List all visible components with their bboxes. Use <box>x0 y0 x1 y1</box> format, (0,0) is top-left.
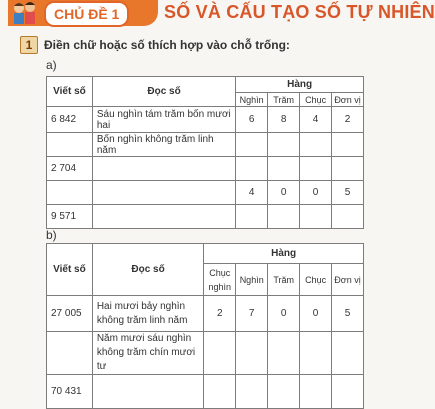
header-don-vi: Đơn vị <box>332 93 364 107</box>
table-row <box>47 332 364 375</box>
table-row <box>47 205 364 229</box>
digit-cell: 0 <box>300 296 332 332</box>
digit-cell[interactable] <box>300 332 332 375</box>
viet-so-cell: 9 571 <box>47 205 93 229</box>
header-hang: Hàng <box>236 77 364 93</box>
viet-so-cell: 6 842 <box>47 107 93 133</box>
doc-so-cell <box>92 296 203 332</box>
doc-so-cell[interactable] <box>92 205 235 229</box>
table-row <box>47 296 364 332</box>
digit-cell[interactable] <box>332 332 364 375</box>
header-tram: Trăm <box>268 93 300 107</box>
digit-cell[interactable] <box>332 205 364 229</box>
digit-cell: 6 <box>236 107 268 133</box>
table-row <box>47 181 364 205</box>
table-row <box>47 107 364 133</box>
table-row <box>47 375 364 409</box>
digit-cell[interactable] <box>268 375 300 409</box>
digit-cell: 0 <box>268 296 300 332</box>
digit-cell: 4 <box>236 181 268 205</box>
digit-cell: 2 <box>204 296 236 332</box>
header-tram: Trăm <box>268 264 300 296</box>
header-doc-so: Đọc số <box>92 244 203 296</box>
chapter-title: SỐ VÀ CẤU TẠO SỐ TỰ NHIÊN <box>164 2 435 22</box>
digit-cell[interactable] <box>236 157 268 181</box>
exercise-text: Điền chữ hoặc số thích hợp vào chỗ trống: <box>44 38 290 52</box>
doc-so-line-2: không trăm chín mươi tư <box>96 347 196 372</box>
exercise-number: 1 <box>20 36 38 54</box>
digit-cell[interactable] <box>236 133 268 157</box>
digit-cell: 5 <box>332 181 364 205</box>
digit-cell[interactable] <box>332 133 364 157</box>
chapter-label: CHỦ ĐỀ 1 <box>44 1 129 27</box>
header-hang: Hàng <box>204 244 364 264</box>
digit-cell[interactable] <box>268 205 300 229</box>
chapter-header <box>0 0 435 28</box>
place-value-table-b <box>46 243 364 409</box>
digit-cell: 0 <box>300 181 332 205</box>
viet-so-cell[interactable] <box>47 133 93 157</box>
digit-cell: 5 <box>332 296 364 332</box>
digit-cell[interactable] <box>268 133 300 157</box>
digit-cell[interactable] <box>268 157 300 181</box>
doc-so-line-2: không trăm linh năm <box>96 314 188 326</box>
digit-cell[interactable] <box>300 133 332 157</box>
digit-cell: 2 <box>332 107 364 133</box>
digit-cell[interactable] <box>236 205 268 229</box>
digit-cell[interactable] <box>236 332 268 375</box>
viet-so-cell: 2 704 <box>47 157 93 181</box>
header-chuc-nghin: Chục nghìn <box>204 264 236 296</box>
viet-so-cell[interactable] <box>47 181 93 205</box>
doc-so-cell: Sáu nghìn tám trăm bốn mươi hai <box>92 107 235 133</box>
place-value-table-a <box>46 76 364 229</box>
viet-so-cell: 70 431 <box>47 375 93 409</box>
header-viet-so: Viết số <box>47 244 93 296</box>
doc-so-cell <box>92 332 203 375</box>
digit-cell: 4 <box>300 107 332 133</box>
header-nghin: Nghìn <box>236 93 268 107</box>
header-chuc: Chục <box>300 264 332 296</box>
doc-so-cell[interactable] <box>92 375 203 409</box>
digit-cell[interactable] <box>300 205 332 229</box>
doc-so-cell: Bốn nghìn không trăm linh năm <box>92 133 235 157</box>
header-nghin: Nghìn <box>236 264 268 296</box>
doc-so-line-1: Năm mươi sáu nghìn <box>96 333 192 344</box>
digit-cell[interactable] <box>332 375 364 409</box>
doc-so-line-1: Hai mươi bảy nghìn <box>96 300 186 312</box>
digit-cell: 0 <box>268 181 300 205</box>
digit-cell[interactable] <box>236 375 268 409</box>
digit-cell[interactable] <box>300 157 332 181</box>
header-viet-so: Viết số <box>47 77 93 107</box>
part-b-label: b) <box>46 228 57 242</box>
table-row <box>47 157 364 181</box>
children-illustration-icon <box>10 0 40 24</box>
digit-cell[interactable] <box>204 375 236 409</box>
viet-so-cell[interactable] <box>47 332 93 375</box>
part-a-label: a) <box>46 58 57 72</box>
doc-so-cell[interactable] <box>92 157 235 181</box>
digit-cell[interactable] <box>204 332 236 375</box>
header-doc-so: Đọc số <box>92 77 235 107</box>
table-row <box>47 133 364 157</box>
doc-so-cell[interactable] <box>92 181 235 205</box>
exercise-instruction <box>20 36 290 54</box>
digit-cell: 7 <box>236 296 268 332</box>
digit-cell: 8 <box>268 107 300 133</box>
digit-cell[interactable] <box>268 332 300 375</box>
viet-so-cell: 27 005 <box>47 296 93 332</box>
digit-cell[interactable] <box>332 157 364 181</box>
digit-cell[interactable] <box>300 375 332 409</box>
header-don-vi: Đơn vị <box>332 264 364 296</box>
header-chuc: Chục <box>300 93 332 107</box>
